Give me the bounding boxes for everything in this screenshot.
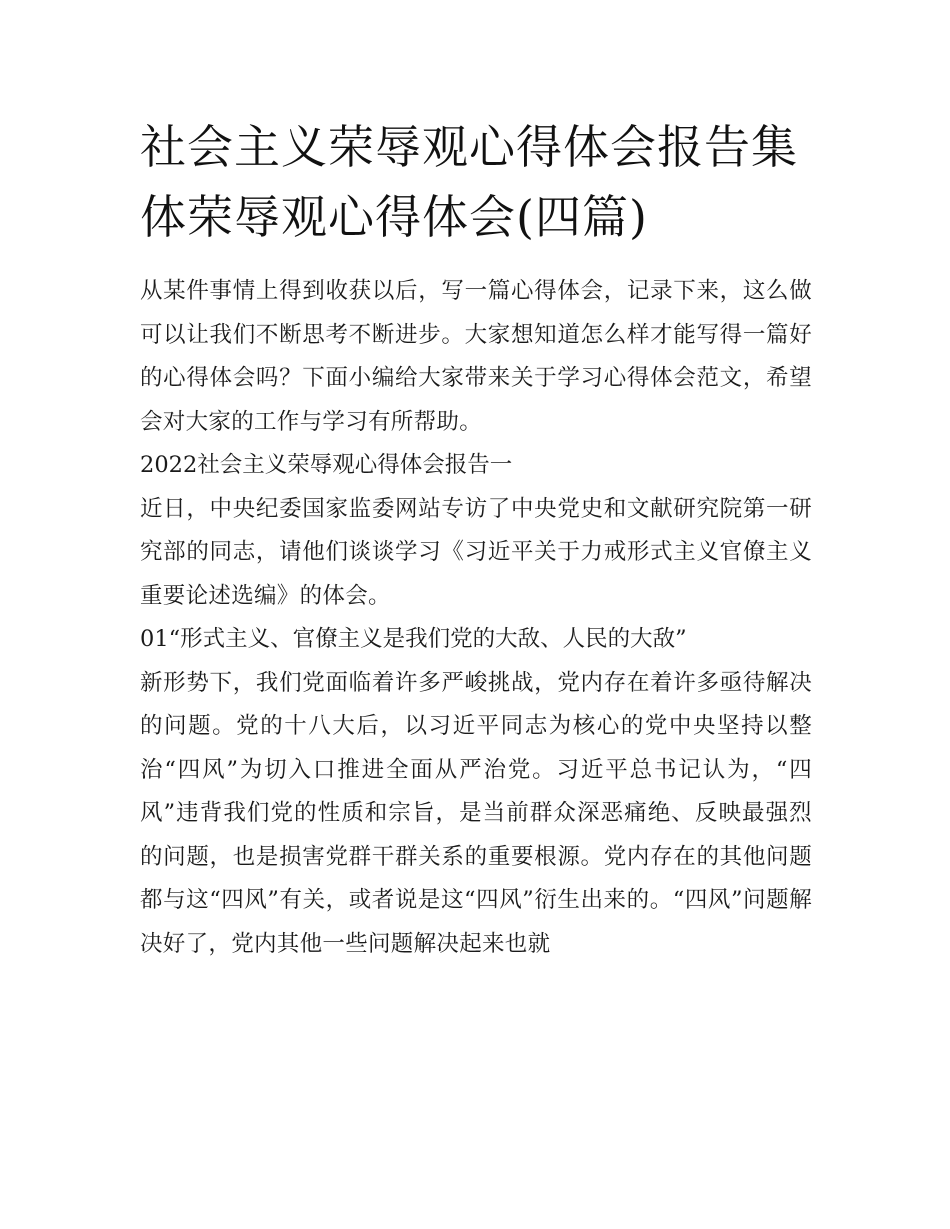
document-page (140, 112, 812, 966)
section-heading-01: 01“形式主义、官僚主义是我们党的大敌、人民的大敌” (140, 626, 687, 652)
section-heading-report-one: 2022社会主义荣辱观心得体会报告一 (140, 452, 513, 478)
paragraph-four-winds: 新形势下，我们党面临着许多严峻挑战，党内存在着许多亟待解决的问题。党的十八大后，以习近平同志为核心的党中央坚持以整治“四风”为切入口推进全面从严治党。习近平总书记认为，“四风”违背我们党的性质和宗旨，是当前群众深恶痛绝、反映最强烈的问题，也是损害党群干群关系的重要根源。党内存在的其他问题都与这“四风”有关，或者说是这“四风”衍生出来的。“四风”问题解决好了，党内其他一些问题解决起来也就 (140, 669, 812, 957)
paragraph-interview: 近日，中央纪委国家监委网站专访了中央党史和文献研究院第一研究部的同志，请他们谈谈学习《习近平关于力戒形式主义官僚主义重要论述选编》的体会。 (140, 495, 812, 609)
document-title: 社会主义荣辱观心得体会报告集体荣辱观心得体会(四篇) (140, 120, 798, 244)
document-body (140, 270, 812, 966)
intro-paragraph: 从某件事情上得到收获以后，写一篇心得体会，记录下来，这么做可以让我们不断思考不断进步。大家想知道怎么样才能写得一篇好的心得体会吗？下面小编给大家带来关于学习心得体会范文，希望会对大家的工作与学习有所帮助。 (140, 278, 812, 435)
